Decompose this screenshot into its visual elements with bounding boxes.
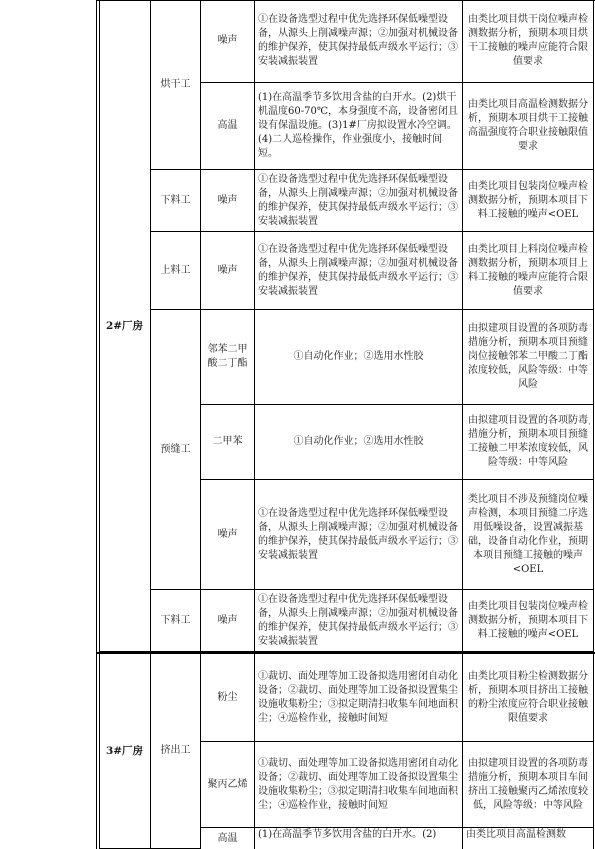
hazard-polystyrene: 聚丙乙烯 bbox=[201, 742, 255, 828]
hazard-heat-dryer: 高温 bbox=[201, 83, 255, 170]
table-left-border bbox=[96, 0, 97, 849]
measure-polystyrene: ①裁切、面处理等加工设备拟选用密闭自动化设备；②裁切、面处理等加工设备拟设置集尘设施收集粉尘；③拟定期清扫收集车间地面积尘；④巡检作业，接触时间短 bbox=[255, 742, 463, 828]
hazard-noise-unloader: 噪声 bbox=[201, 170, 255, 232]
factory-3-label: 3#厂房 bbox=[99, 654, 151, 849]
measure-noise-unloader: ①在设备选型过程中优先选择环保低噪型设备，从源头上削减噪声源；②加强对机械设备的维护保养，使其保持最低声级水平运行；③安装减振装置 bbox=[255, 170, 463, 232]
post-extruder: 挤出工 bbox=[151, 654, 201, 849]
measure-noise-pre-sewing: ①在设备选型过程中优先选择环保低噪型设备，从源头上削减噪声源；②加强对机械设备的维护保养，使其保持最低声级水平运行；③安装减振装置 bbox=[255, 480, 463, 590]
conclusion-noise-pre-sewing: 类比项目不涉及预缝岗位噪声检测，本项目预缝二序选用低噪设备，设置减振基础，设备自动化作业，预期本项目预缝工接触的噪声<OEL bbox=[463, 480, 594, 590]
hazard-noise-unloader-2: 噪声 bbox=[201, 590, 255, 652]
hazard-dust: 粉尘 bbox=[201, 654, 255, 742]
hazard-noise-pre-sewing: 噪声 bbox=[201, 480, 255, 590]
post-loader: 上料工 bbox=[151, 232, 201, 310]
measure-heat-extruder: (1)在高温季节多饮用含盐的白开水。(2) bbox=[255, 828, 463, 849]
conclusion-noise-unloader-2: 由类比项目包装岗位噪声检测数据分析，预期本项目下料工接触的噪声<OEL bbox=[463, 590, 594, 652]
hazard-dbp: 邻苯二甲酸二丁酯 bbox=[201, 310, 255, 405]
factory-2-label: 2#厂房 bbox=[99, 0, 151, 652]
measure-noise-loader: ①在设备选型过程中优先选择环保低噪型设备，从源头上削减噪声源；②加强对机械设备的维护保养，使其保持最低声级水平运行；③安装减振装置 bbox=[255, 232, 463, 310]
conclusion-noise-unloader: 由类比项目包装岗位噪声检测数据分析，预期本项目下料工接触的噪声<OEL bbox=[463, 170, 594, 232]
post-dryer: 烘干工 bbox=[151, 0, 201, 170]
measure-heat-dryer: (1)在高温季节多饮用含盐的白开水。(2)烘干机温度60-70℃，本身强度不高，设备密闭且设有保温设施。(3)1#厂房拟设置水冷空调。(4)二人巡检操作，作业强度小，接触时间短。 bbox=[255, 83, 463, 170]
hazard-noise-dryer: 噪声 bbox=[201, 0, 255, 83]
post-unloader: 下料工 bbox=[151, 170, 201, 232]
conclusion-dbp: 由拟建项目设置的各项防毒措施分析，预期本项目预缝岗位接触邻苯二甲酸二丁酯浓度较低，风险等级：中等风险 bbox=[463, 310, 594, 405]
measure-noise-unloader-2: ①在设备选型过程中优先选择环保低噪型设备，从源头上削减噪声源；②加强对机械设备的维护保养，使其保持最低声级水平运行；③安装减振装置 bbox=[255, 590, 463, 652]
measure-noise-dryer: ①在设备选型过程中优先选择环保低噪型设备，从源头上削减噪声源；②加强对机械设备的维护保养，使其保持最低声级水平运行；③安装减振装置 bbox=[255, 0, 463, 83]
conclusion-xylene: 由拟建项目设置的各项防毒措施分析，预期本项目预缝工接触二甲苯浓度较低，风险等级：中等风险 bbox=[463, 405, 594, 480]
conclusion-heat-extruder: 由类比项目高温检测数 bbox=[463, 828, 594, 849]
post-pre-sewing: 预缝工 bbox=[151, 310, 201, 590]
hazard-noise-loader: 噪声 bbox=[201, 232, 255, 310]
conclusion-noise-dryer: 由类比项目烘干岗位噪声检测数据分析，预期本项目烘干工接触的噪声应能符合限值要求 bbox=[463, 0, 594, 83]
hazard-xylene: 二甲苯 bbox=[201, 405, 255, 480]
conclusion-polystyrene: 由拟建项目设置的各项防毒措施分析，预期本项目车间挤出工接触聚丙乙烯浓度较低，风险等级：中等风险 bbox=[463, 742, 594, 828]
page-edge-mark: · bbox=[588, 420, 591, 430]
post-unloader-2: 下料工 bbox=[151, 590, 201, 652]
conclusion-noise-loader: 由类比项目上料岗位噪声检测数据分析，预期本项目上料工接触的噪声应能符合限值要求 bbox=[463, 232, 594, 310]
measure-xylene: ①自动化作业；②选用水性胶 bbox=[255, 405, 463, 480]
measure-dbp: ①自动化作业；②选用水性胶 bbox=[255, 310, 463, 405]
conclusion-dust: 由类比项目粉尘检测数据分析，预期本项目挤出工接触的粉尘浓度应符合职业接触限值要求 bbox=[463, 654, 594, 742]
conclusion-heat-dryer: 由类比项目高温检测数据分析，预期本项目烘干工接触高温强度符合职业接触限值要求 bbox=[463, 83, 594, 170]
measure-dust: ①裁切、面处理等加工设备拟选用密闭自动化设备；②裁切、面处理等加工设备拟设置集尘设施收集粉尘；③拟定期清扫收集车间地面积尘；④巡检作业，接触时间短 bbox=[255, 654, 463, 742]
hazard-heat-extruder: 高温 bbox=[201, 828, 255, 849]
